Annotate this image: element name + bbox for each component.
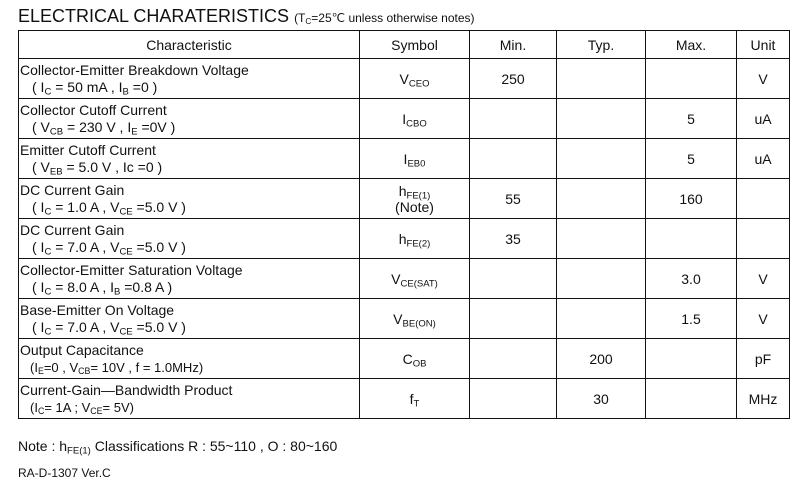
text: C xyxy=(402,350,413,367)
text: h xyxy=(398,230,407,247)
text: ( I xyxy=(32,318,45,335)
characteristic-name: Emitter Cutoff Current xyxy=(20,141,156,158)
characteristic-name: DC Current Gain xyxy=(20,181,125,198)
header-characteristic: Characteristic xyxy=(19,31,360,59)
text: = 8.0 A , I xyxy=(51,278,114,295)
test-condition xyxy=(20,399,359,416)
subscript: FE(2) xyxy=(406,237,431,249)
text: =0 ) xyxy=(128,78,158,95)
typ-cell xyxy=(557,139,646,179)
subscript: C xyxy=(44,205,52,217)
title-main: ELECTRICAL CHARATERISTICS xyxy=(18,6,290,26)
text: ( I xyxy=(32,278,45,295)
symbol-cell xyxy=(360,179,470,219)
text: f xyxy=(409,390,414,407)
text: (I xyxy=(30,399,38,415)
table-row xyxy=(19,139,790,179)
table-row xyxy=(19,379,790,419)
min-cell: 55 xyxy=(470,179,557,219)
text: h xyxy=(398,182,407,199)
max-cell xyxy=(646,59,737,99)
subscript: FE(1) xyxy=(67,445,91,457)
title-condition xyxy=(294,11,474,25)
subscript: C xyxy=(44,85,52,97)
subscript: EB xyxy=(49,165,63,177)
max-cell: 1.5 xyxy=(646,299,737,339)
header-symbol: Symbol xyxy=(360,31,470,59)
header-typ: Typ. xyxy=(557,31,646,59)
symbol-cell xyxy=(360,219,470,259)
table-row xyxy=(19,219,790,259)
characteristic-cell xyxy=(19,259,360,299)
subscript: CE xyxy=(119,205,133,217)
min-cell: 35 xyxy=(470,219,557,259)
typ-cell xyxy=(557,259,646,299)
subscript: EB0 xyxy=(407,157,426,169)
unit-cell: pF xyxy=(737,339,790,379)
text: =5.0 V ) xyxy=(132,198,186,215)
min-cell xyxy=(470,339,557,379)
max-cell: 3.0 xyxy=(646,259,737,299)
unit-cell: V xyxy=(737,259,790,299)
table-row xyxy=(19,59,790,99)
characteristic-name: Output Capacitance xyxy=(20,341,144,358)
test-condition xyxy=(20,319,359,336)
text: = 230 V , I xyxy=(63,118,132,135)
min-cell xyxy=(470,99,557,139)
symbol-note: (Note) xyxy=(395,198,434,215)
characteristic-cell xyxy=(19,299,360,339)
unit-cell: V xyxy=(737,299,790,339)
table-row xyxy=(19,99,790,139)
characteristic-cell xyxy=(19,179,360,219)
subscript: CE xyxy=(119,325,133,337)
text: =0.8 A ) xyxy=(120,278,173,295)
min-cell xyxy=(470,379,557,419)
text: V xyxy=(393,310,403,327)
unit-cell: uA xyxy=(737,99,790,139)
typ-cell xyxy=(557,179,646,219)
header-row xyxy=(19,31,790,59)
characteristic-name: Collector-Emitter Breakdown Voltage xyxy=(20,61,249,78)
table-row xyxy=(19,259,790,299)
characteristic-name: Base-Emitter On Voltage xyxy=(20,301,175,318)
subscript: CB xyxy=(49,125,64,137)
test-condition xyxy=(20,159,359,176)
unit-cell xyxy=(737,219,790,259)
characteristic-name: Current-Gain—Bandwidth Product xyxy=(20,381,233,398)
typ-cell xyxy=(557,99,646,139)
subscript: CB xyxy=(78,365,91,376)
table-row xyxy=(19,339,790,379)
document-id: RA-D-1307 Ver.C xyxy=(18,466,111,480)
min-cell xyxy=(470,299,557,339)
test-condition xyxy=(20,79,359,96)
characteristic-name: Collector-Emitter Saturation Voltage xyxy=(20,261,243,278)
test-condition xyxy=(20,199,359,216)
subscript: CBO xyxy=(406,117,427,129)
characteristic-cell xyxy=(19,59,360,99)
text: = 50 mA , I xyxy=(51,78,123,95)
text: (I xyxy=(30,359,38,375)
max-cell: 5 xyxy=(646,139,737,179)
subscript: E xyxy=(131,125,138,137)
characteristic-cell xyxy=(19,379,360,419)
test-condition xyxy=(20,359,359,376)
text: Note : h xyxy=(18,438,68,454)
text: ( I xyxy=(32,198,45,215)
characteristic-cell xyxy=(19,339,360,379)
unit-cell xyxy=(737,179,790,219)
subscript: E xyxy=(37,365,44,376)
text: ( V xyxy=(32,118,50,135)
subscript: C xyxy=(37,405,45,416)
min-cell xyxy=(470,139,557,179)
subscript: B xyxy=(114,285,121,297)
text: = 7.0 A , V xyxy=(51,238,120,255)
test-condition xyxy=(20,119,359,136)
text: = 5.0 V , Ic =0 ) xyxy=(62,158,163,175)
typ-cell xyxy=(557,59,646,99)
text: =5.0 V ) xyxy=(132,318,186,335)
unit-cell: MHz xyxy=(737,379,790,419)
symbol-cell xyxy=(360,379,470,419)
subscript: CE(SAT) xyxy=(400,277,438,289)
subscript: OB xyxy=(412,357,427,369)
symbol-cell xyxy=(360,139,470,179)
max-cell xyxy=(646,219,737,259)
text: I xyxy=(403,150,408,167)
text: V xyxy=(399,70,409,87)
header-max: Max. xyxy=(646,31,737,59)
header-min: Min. xyxy=(470,31,557,59)
typ-cell: 200 xyxy=(557,339,646,379)
text: I xyxy=(402,110,407,127)
section-title xyxy=(18,6,475,27)
subscript: C xyxy=(44,325,52,337)
test-condition xyxy=(20,279,359,296)
characteristic-cell xyxy=(19,99,360,139)
text: = 1A ; V xyxy=(44,399,91,415)
typ-cell xyxy=(557,219,646,259)
text: =0V ) xyxy=(137,118,176,135)
min-cell: 250 xyxy=(470,59,557,99)
typ-cell: 30 xyxy=(557,379,646,419)
text: = 10V , f = 1.0MHz) xyxy=(90,359,204,375)
subscript: BE(ON) xyxy=(402,317,436,329)
text: (T xyxy=(294,11,306,25)
symbol-cell xyxy=(360,59,470,99)
test-condition xyxy=(20,239,359,256)
unit-cell: uA xyxy=(737,139,790,179)
max-cell: 160 xyxy=(646,179,737,219)
text: ( I xyxy=(32,78,45,95)
symbol-cell xyxy=(360,339,470,379)
text: = 5V) xyxy=(102,399,134,415)
max-cell xyxy=(646,379,737,419)
hfe-classification-note xyxy=(18,438,338,457)
text: = 7.0 A , V xyxy=(51,318,120,335)
subscript: T xyxy=(413,397,420,409)
subscript: C xyxy=(305,17,312,27)
table-row xyxy=(19,179,790,219)
text: Classifications R : 55~110 , O : 80~160 xyxy=(90,438,338,454)
text: =0 , V xyxy=(43,359,79,375)
subscript: C xyxy=(44,245,52,257)
characteristic-name: Collector Cutoff Current xyxy=(20,101,167,118)
symbol-cell xyxy=(360,299,470,339)
text: ( I xyxy=(32,238,45,255)
unit-cell: V xyxy=(737,59,790,99)
min-cell xyxy=(470,259,557,299)
subscript: B xyxy=(122,85,129,97)
text: ( V xyxy=(32,158,50,175)
header-unit: Unit xyxy=(737,31,790,59)
text: = 1.0 A , V xyxy=(51,198,120,215)
text: =25℃ unless otherwise notes) xyxy=(311,11,475,25)
subscript: FE(1) xyxy=(406,189,431,201)
subscript: CE xyxy=(119,245,133,257)
text: V xyxy=(391,270,401,287)
symbol-cell xyxy=(360,99,470,139)
subscript: CEO xyxy=(408,77,430,89)
characteristic-cell xyxy=(19,219,360,259)
max-cell: 5 xyxy=(646,99,737,139)
characteristic-cell xyxy=(19,139,360,179)
table-row xyxy=(19,299,790,339)
max-cell xyxy=(646,339,737,379)
text: =5.0 V ) xyxy=(132,238,186,255)
symbol-cell xyxy=(360,259,470,299)
subscript: CE xyxy=(90,405,103,416)
electrical-characteristics-table xyxy=(18,30,790,419)
subscript: C xyxy=(44,285,52,297)
characteristic-name: DC Current Gain xyxy=(20,221,125,238)
typ-cell xyxy=(557,299,646,339)
